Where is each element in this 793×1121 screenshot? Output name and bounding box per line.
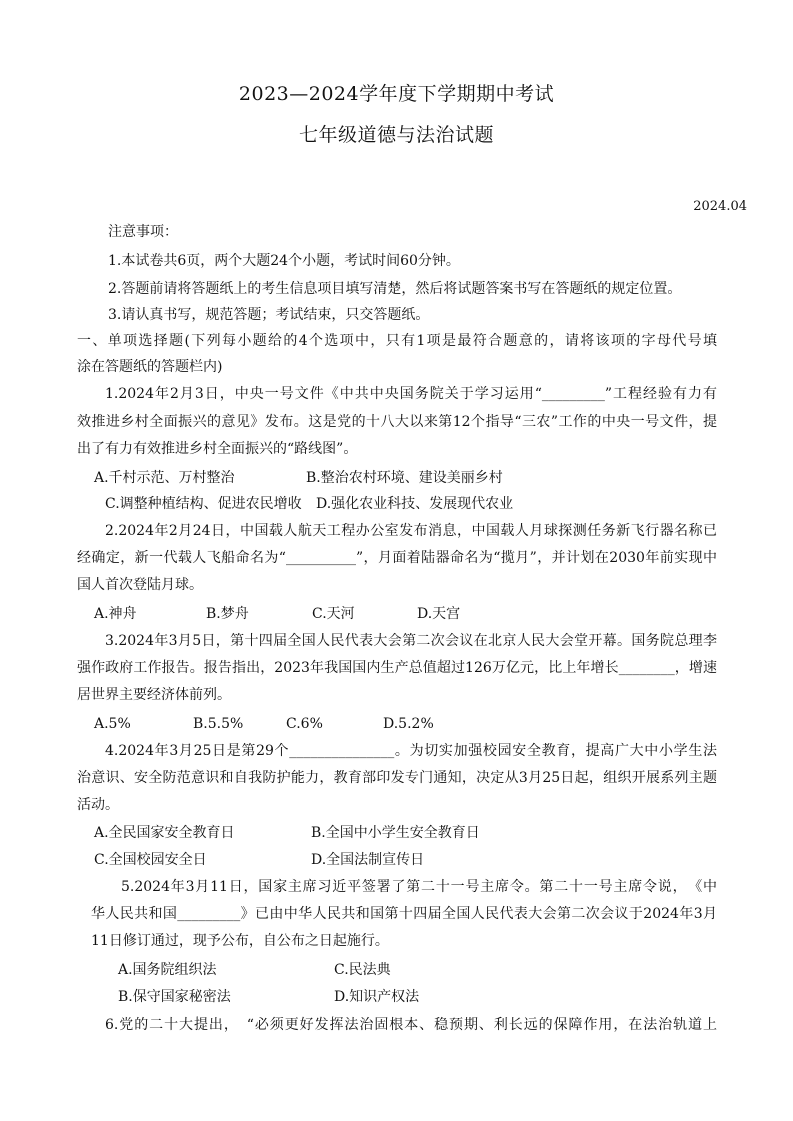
question-4-option-a[interactable]: A.全民国家安全教育日 xyxy=(94,825,235,841)
question-4-option-c[interactable]: C.全国校园安全日 xyxy=(94,852,207,868)
question-1-text: 1.2024年2月3日，中央一号文件《中共中央国务院关于学习运用“_________”工程经验有力有 xyxy=(105,386,717,402)
question-4-text: 4.2024年3月25日是第29个_______________。为切实加强校园安全教育，提高广大中小学生法 xyxy=(105,743,717,759)
question-1-option-d[interactable]: D.强化农业科技、发展现代农业 xyxy=(316,496,514,512)
question-2-text: 2.2024年2月24日，中国载人航天工程办公室发布消息，中国载人月球探测任务新飞行器名称已 xyxy=(105,523,717,539)
question-5-option-c[interactable]: C.民法典 xyxy=(334,962,391,978)
question-5-option-b[interactable]: B.保守国家秘密法 xyxy=(118,989,231,1005)
question-2-text: 国人首次登陆月球。 xyxy=(77,577,203,593)
question-3-text: 3.2024年3月5日，第十四届全国人民代表大会第二次会议在北京人民大会堂开幕。国务院总理李 xyxy=(105,633,717,649)
question-5-text: 5.2024年3月11日，国家主席习近平签署了第二十一号主席令。第二十一号主席令说， 《中 xyxy=(121,879,717,895)
question-2-option-a[interactable]: A.神舟 xyxy=(94,606,137,622)
notice-item: 3.请认真书写，规范答题；考试结束，只交答题纸。 xyxy=(108,307,430,323)
question-5-text: 华人民共和国_________》已由中华人民共和国第十四届全国人民代表大会第二次会议于2024年3月 xyxy=(91,906,717,922)
question-2-option-c[interactable]: C.天河 xyxy=(312,606,355,622)
question-3-option-d[interactable]: D.5.2% xyxy=(383,716,434,732)
exam-subtitle: 七年级道德与法治试题 xyxy=(298,124,494,146)
question-2-option-d[interactable]: D.天宫 xyxy=(417,606,461,622)
question-4-option-b[interactable]: B.全国中小学生安全教育日 xyxy=(311,825,480,841)
notice-item: 1.本试卷共6页，两个大题24个小题，考试时间60分钟。 xyxy=(108,253,460,269)
question-3-option-c[interactable]: C.6% xyxy=(286,716,323,732)
question-4-text: 活动。 xyxy=(77,797,119,813)
question-6-text: 6.党的二十大提出， “必须更好发挥法治固根本、稳预期、利长远的保障作用，在法治轨道上 xyxy=(105,1017,717,1033)
question-1-option-a[interactable]: A.千村示范、万村整治 xyxy=(94,470,235,486)
question-4-text: 治意识、安全防范意识和自我防护能力，教育部印发专门通知，决定从3月25日起，组织开展系列主题 xyxy=(77,770,717,786)
question-3-text: 居世界主要经济体前列。 xyxy=(77,687,231,703)
question-4-option-d[interactable]: D.全国法制宣传日 xyxy=(311,852,425,868)
question-3-text: 强作政府工作报告。报告指出，2023年我国国内生产总值超过126万亿元，比上年增长________，增速 xyxy=(77,660,717,676)
question-3-option-a[interactable]: A.5% xyxy=(94,716,131,732)
question-2-option-b[interactable]: B.梦舟 xyxy=(206,606,249,622)
notice-item: 2.答题前请将答题纸上的考生信息项目填写清楚，然后将试题答案书写在答题纸的规定位置。 xyxy=(108,281,682,297)
question-5-option-a[interactable]: A.国务院组织法 xyxy=(118,962,217,978)
question-1-text: 出了有力有效推进乡村全面振兴的“路线图”。 xyxy=(77,441,358,457)
section-heading: 一、单项选择题(下列每小题给的4个选项中，只有1项是最符合题意的，请将该项的字母代号填 xyxy=(77,333,717,349)
question-2-text: 经确定，新一代载人飞船命名为“__________”，月面着陆器命名为“揽月”，并计划在2030年前实现中 xyxy=(77,550,717,566)
question-1-text: 效推进乡村全面振兴的意见》发布。这是党的十八大以来第12个指导“三农”工作的中央一号文件，提 xyxy=(77,414,717,430)
question-1-option-c[interactable]: C.调整种植结构、促进农民增收 xyxy=(105,496,302,512)
question-3-option-b[interactable]: B.5.5% xyxy=(193,716,244,732)
notice-heading: 注意事项： xyxy=(108,224,178,240)
exam-title: 2023—2024学年度下学期期中考试 xyxy=(238,83,555,105)
question-1-option-b[interactable]: B.整治农村环境、建设美丽乡村 xyxy=(306,470,503,486)
question-5-option-d[interactable]: D.知识产权法 xyxy=(334,989,420,1005)
question-5-text: 11日修订通过，现予公布，自公布之日起施行。 xyxy=(91,933,389,949)
section-heading-cont: 涂在答题纸的答题栏内) xyxy=(77,359,223,375)
exam-date: 2024.04 xyxy=(693,199,747,214)
